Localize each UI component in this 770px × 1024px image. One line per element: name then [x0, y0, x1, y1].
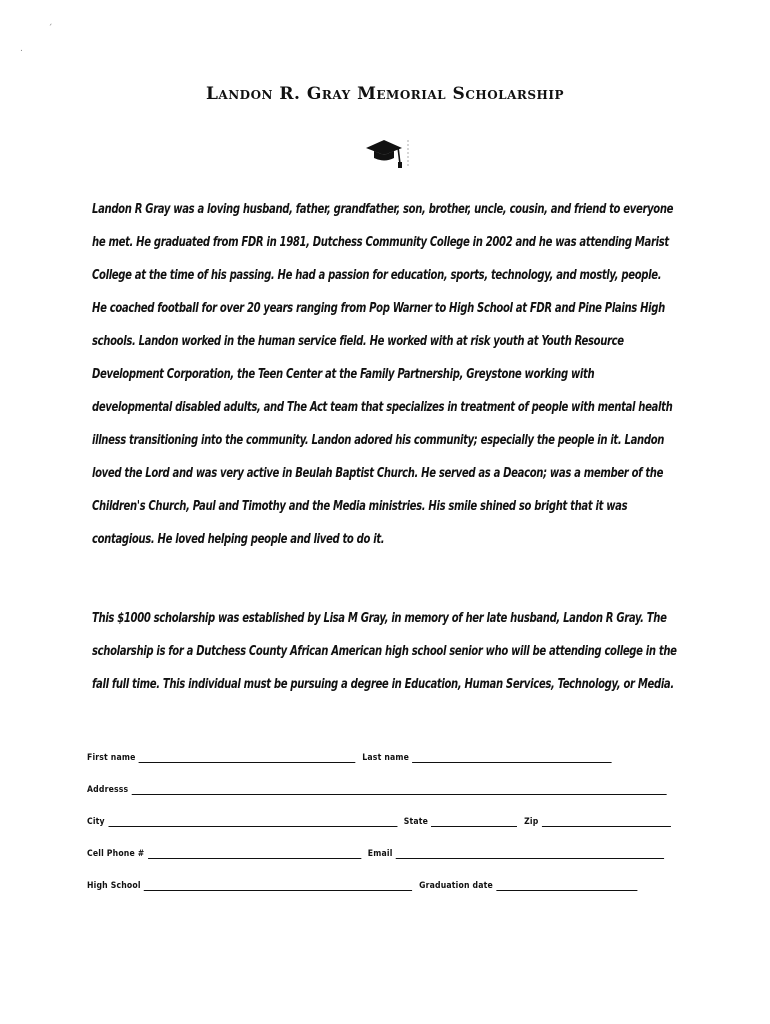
scan-speck: . [20, 44, 23, 54]
form-row-city [87, 814, 674, 832]
email-label: Email [367, 849, 393, 859]
high-school-label: High School [87, 881, 141, 891]
city-label: City [87, 817, 105, 827]
last-name-field[interactable] [412, 750, 612, 763]
form-row-contact [87, 846, 668, 864]
cell-phone-label: Cell Phone # [87, 849, 145, 859]
address-label: Addresss [87, 785, 129, 795]
last-name-label: Last name [362, 753, 410, 763]
scan-speck: ´ [48, 24, 53, 34]
zip-label: Zip [524, 817, 539, 827]
graduation-date-label: Graduation date [419, 881, 493, 891]
bio-paragraph: Landon R Gray was a loving husband, father, grandfather, son, brother, uncle, cousin, and friend to everyone he met. He graduated from FDR in 1981, Dutchess Community College in 2002 and he was attending Marist College at the time of his passing. He had a passion for education, sports, technology, and mostly, people. He coached football for over 20 years ranging from Pop Warner to High School at FDR and Pine Plains High schools. Landon worked in the human service field. He worked with at risk youth at Youth Resource Development Corporation, the Teen Center at the Family Partnership, Greystone working with developmental disabled adults, and The Act team that specializes in treatment of people with mental health illness transitioning into the community. Landon adored his community; especially the people in it. Landon loved the Lord and was very active in Beulah Baptist Church. He served as a Deacon; was a member of the Children's Church, Paul and Timothy and the Media ministries. His smile shined so bright that it was contagious. He loved helping people and lived to do it. [92, 202, 674, 547]
zip-field[interactable] [542, 814, 671, 827]
form-row-school [87, 878, 641, 896]
form-row-name [87, 750, 615, 768]
first-name-label: First name [87, 753, 136, 763]
address-field[interactable] [132, 782, 667, 795]
graduation-cap-icon [364, 136, 414, 170]
page-title: Landon R. Gray Memorial Scholarship [205, 84, 565, 104]
form-row-address [87, 782, 670, 800]
state-field[interactable] [431, 814, 517, 827]
graduation-date-field[interactable] [496, 878, 637, 891]
city-field[interactable] [108, 814, 397, 827]
email-field[interactable] [396, 846, 664, 859]
high-school-field[interactable] [144, 878, 412, 891]
cell-phone-field[interactable] [148, 846, 361, 859]
first-name-field[interactable] [139, 750, 356, 763]
state-label: State [403, 817, 429, 827]
scholarship-paragraph: This $1000 scholarship was established by Lisa M Gray, in memory of her late husband, Landon R Gray. The scholarship is for a Dutchess County African American high school senior who will be attending college in the fall full time. This individual must be pursuing a degree in Education, Human Services, Technology, or Media. [92, 611, 677, 692]
